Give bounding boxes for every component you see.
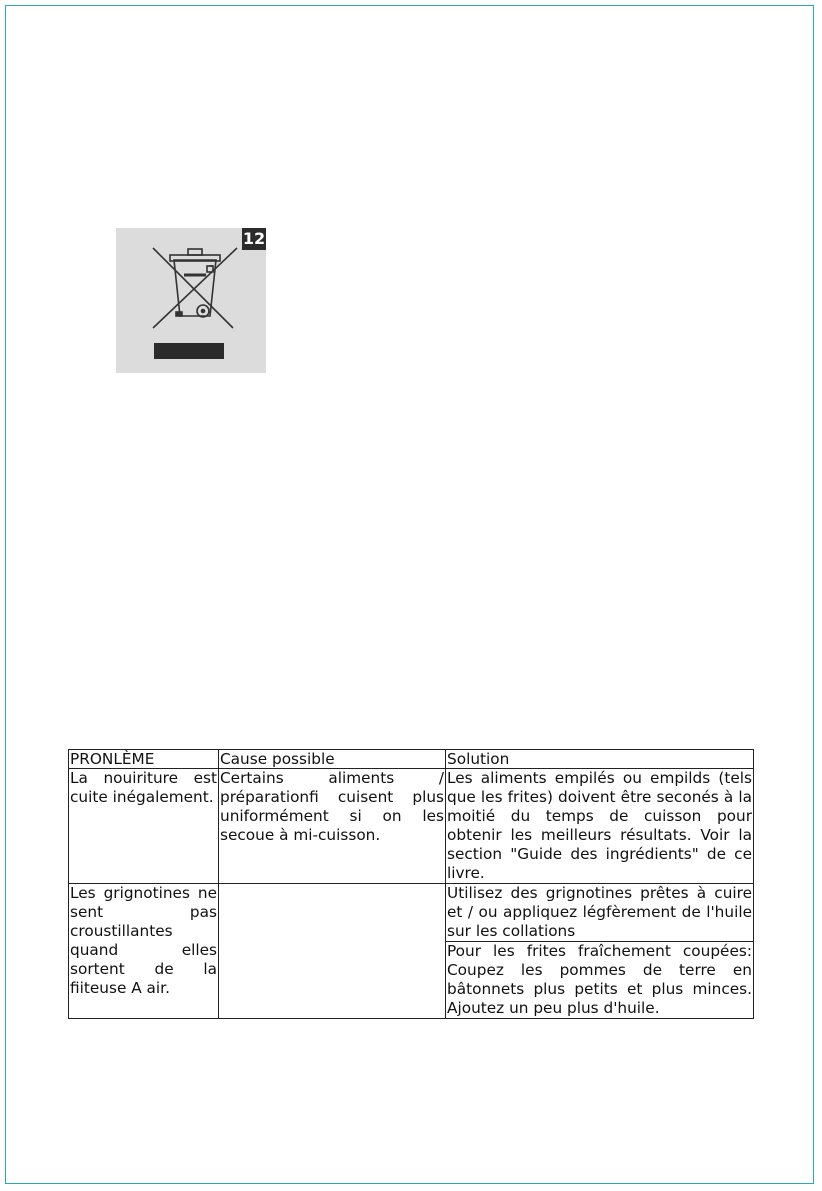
cause-cell	[219, 884, 446, 1019]
problem-cell: Les grignotines ne sent pas croustillantes quand elles sortent de la fiiteuse A air.	[69, 884, 219, 1019]
solution-cell: Les aliments empilés ou empilds (tels que les frites) doivent être seconés à la moitié du temps de cuisson pour obtenir les meilleurs résultats. Voir la section "Guide des ingrédients" de ce livre.	[447, 769, 752, 882]
solution-cell: Utilisez des grignotines prêtes à cuire et / ou appliquez légfèrement de l'huile sur les collations	[447, 884, 752, 940]
problem-cell: La nouiriture est cuite inégalement.	[69, 769, 219, 884]
troubleshooting-table	[68, 749, 754, 1019]
header-problem: PRONLÈME	[69, 750, 219, 769]
cause-cell: Certains aliments / préparationfi cuisent plus uniformément si on les secoue à mi-cuisson.	[219, 769, 446, 884]
header-cause: Cause possible	[219, 750, 446, 769]
table-row	[69, 769, 754, 884]
table-header-row	[69, 750, 754, 769]
weee-disposal-symbol	[116, 228, 266, 373]
header-solution: Solution	[446, 750, 754, 769]
figure-number: 12	[242, 229, 266, 248]
solution-cell: Pour les frites fraîchement coupées: Coupez les pommes de terre en bâtonnets plus petits et plus minces. Ajoutez un peu plus d'huile.	[447, 942, 752, 1017]
table-row	[69, 884, 754, 942]
